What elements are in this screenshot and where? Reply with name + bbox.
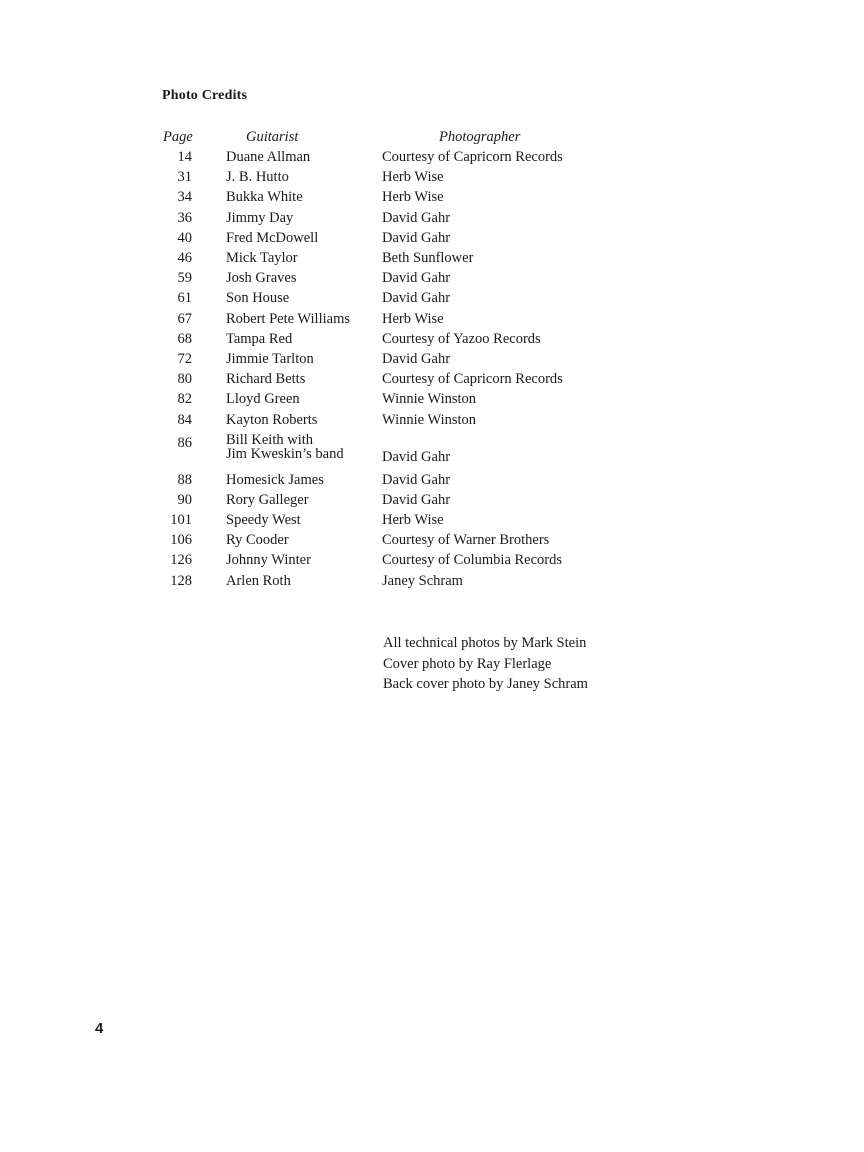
guitarist-name-line: Bukka White <box>226 189 303 206</box>
guitarist-cell <box>226 389 382 409</box>
photographer-cell: Courtesy of Capricorn Records <box>382 149 563 165</box>
guitarist-cell <box>226 530 382 550</box>
note-cover-photo: Cover photo by Ray Flerlage <box>383 655 552 672</box>
table-row <box>150 550 670 570</box>
page-cell: 14 <box>177 149 192 165</box>
table-row <box>150 167 670 187</box>
table-row <box>150 430 670 470</box>
photographer-cell: Herb Wise <box>382 189 444 206</box>
page-cell: 36 <box>177 209 192 226</box>
guitarist-cell <box>226 309 382 329</box>
guitarist-cell <box>226 329 382 349</box>
guitarist-cell <box>226 187 382 207</box>
guitarist-name-line: Bill Keith with <box>226 431 313 448</box>
note-technical-photos: All technical photos by Mark Stein <box>383 635 587 651</box>
table-row <box>150 187 670 207</box>
guitarist-name-line: Homesick James <box>226 471 324 488</box>
table-row <box>150 470 670 490</box>
additional-credits <box>383 633 588 695</box>
guitarist-name-line: Rory Galleger <box>226 491 309 508</box>
guitarist-cell <box>226 228 382 248</box>
page-cell: 82 <box>177 391 192 408</box>
guitarist-name-line: Kayton Roberts <box>226 411 318 428</box>
photographer-cell: David Gahr <box>382 290 451 307</box>
guitarist-cell <box>226 248 382 268</box>
guitarist-name-line: Lloyd Green <box>226 391 300 408</box>
photographer-cell: Winnie Winston <box>382 391 477 408</box>
page-cell: 86 <box>177 434 192 451</box>
page-cell: 80 <box>177 371 192 388</box>
photographer-cell: Janey Schram <box>382 572 463 589</box>
guitarist-name-line: Son House <box>226 290 290 307</box>
guitarist-cell <box>226 433 382 462</box>
page-cell: 88 <box>177 471 192 488</box>
table-row <box>150 268 670 288</box>
page-cell: 126 <box>170 552 192 569</box>
page-number: 4 <box>95 1020 104 1037</box>
page-cell: 68 <box>177 330 192 347</box>
photographer-cell: Courtesy of Columbia Records <box>382 552 563 569</box>
page-cell: 90 <box>177 491 192 508</box>
table-row <box>150 410 670 430</box>
column-header-guitarist: Guitarist <box>246 129 299 145</box>
photographer-cell: David Gahr <box>382 471 451 488</box>
table-row <box>150 147 670 167</box>
photographer-cell: David Gahr <box>382 270 451 287</box>
table-row <box>150 349 670 369</box>
table-row <box>150 571 670 591</box>
guitarist-cell <box>226 349 382 369</box>
page-cell: 61 <box>177 290 192 307</box>
page-cell: 31 <box>177 169 192 186</box>
table-header-row <box>150 127 670 147</box>
guitarist-cell <box>226 550 382 570</box>
page-cell: 34 <box>177 189 192 206</box>
column-header-page: Page <box>163 129 193 145</box>
page-cell: 46 <box>177 250 192 267</box>
table-row <box>150 208 670 228</box>
guitarist-name-line: J. B. Hutto <box>226 169 289 186</box>
photographer-cell: Courtesy of Capricorn Records <box>382 371 563 388</box>
page-cell: 67 <box>177 310 192 327</box>
guitarist-cell <box>226 167 382 187</box>
guitarist-cell <box>226 147 382 167</box>
table-row <box>150 309 670 329</box>
guitarist-cell <box>226 490 382 510</box>
page-cell: 106 <box>170 532 192 549</box>
guitarist-name-line: Mick Taylor <box>226 250 298 267</box>
photographer-cell: Herb Wise <box>382 169 444 186</box>
guitarist-cell <box>226 268 382 288</box>
guitarist-name-line: Fred McDowell <box>226 229 319 246</box>
guitarist-name-line: Speedy West <box>226 511 301 528</box>
table-row <box>150 369 670 389</box>
guitarist-cell <box>226 288 382 308</box>
photographer-cell: David Gahr <box>382 491 451 508</box>
page-cell: 72 <box>177 351 192 368</box>
page-cell: 59 <box>177 270 192 287</box>
page-cell: 84 <box>177 411 192 428</box>
table-row <box>150 510 670 530</box>
table-row <box>150 530 670 550</box>
guitarist-name-line: Tampa Red <box>226 330 293 347</box>
table-row <box>150 490 670 510</box>
photographer-cell: Winnie Winston <box>382 411 477 428</box>
photographer-cell: David Gahr <box>382 351 451 368</box>
guitarist-cell <box>226 369 382 389</box>
guitarist-name-line: Jimmy Day <box>226 209 294 226</box>
credits-table <box>150 127 670 591</box>
photographer-cell: Herb Wise <box>382 310 444 327</box>
table-row <box>150 389 670 409</box>
guitarist-cell <box>226 571 382 591</box>
note-back-cover-photo: Back cover photo by Janey Schram <box>383 676 588 692</box>
photographer-cell: David Gahr <box>382 229 451 246</box>
guitarist-name-line: Johnny Winter <box>226 552 311 569</box>
guitarist-cell <box>226 510 382 530</box>
guitarist-name-line: Jimmie Tarlton <box>226 351 314 368</box>
table-row <box>150 228 670 248</box>
photographer-cell: David Gahr <box>382 449 451 466</box>
page-cell: 101 <box>170 511 192 528</box>
guitarist-name-line: Josh Graves <box>226 270 297 287</box>
photographer-cell: Herb Wise <box>382 511 444 528</box>
guitarist-cell <box>226 410 382 430</box>
page-cell: 128 <box>170 572 192 589</box>
guitarist-cell <box>226 470 382 490</box>
photographer-cell: David Gahr <box>382 209 451 226</box>
page-title: Photo Credits <box>162 88 248 103</box>
photographer-cell: Courtesy of Warner Brothers <box>382 532 550 549</box>
table-row <box>150 288 670 308</box>
table-row <box>150 248 670 268</box>
guitarist-name-line: Robert Pete Williams <box>226 310 350 327</box>
column-header-photographer: Photographer <box>439 129 521 145</box>
guitarist-name-line: Arlen Roth <box>226 572 291 589</box>
photographer-cell: Courtesy of Yazoo Records <box>382 330 541 347</box>
photographer-cell: Beth Sunflower <box>382 250 474 267</box>
table-row <box>150 329 670 349</box>
guitarist-name-line: Duane Allman <box>226 149 311 165</box>
guitarist-name-line: Jim Kweskin’s band <box>226 446 344 463</box>
guitarist-name-line: Richard Betts <box>226 371 306 388</box>
guitarist-cell <box>226 208 382 228</box>
page-cell: 40 <box>177 229 192 246</box>
table-body <box>150 147 670 591</box>
guitarist-name-line: Ry Cooder <box>226 532 289 549</box>
